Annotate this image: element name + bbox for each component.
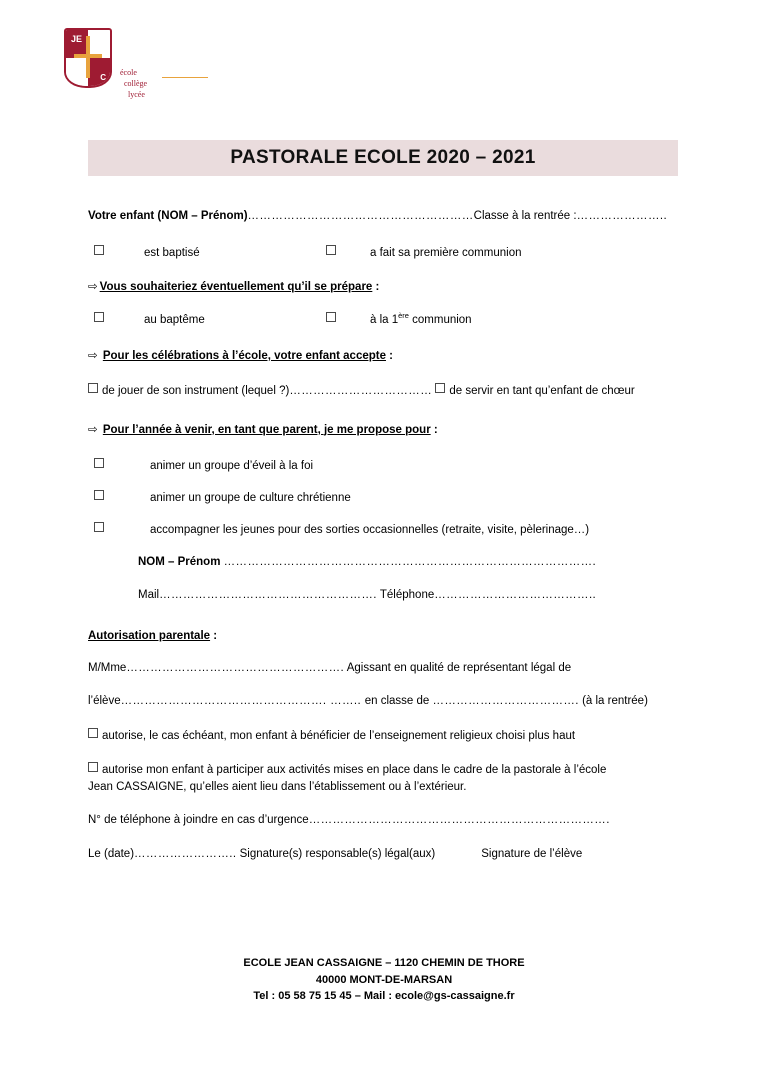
- label-sorties: accompagner les jeunes pour des sorties occasionnelles (retraite, visite, pèlerinage…): [150, 524, 590, 537]
- crest-icon: [64, 28, 112, 88]
- parent-name-line: [88, 554, 684, 571]
- checkbox-bapteme[interactable]: [88, 312, 144, 326]
- child-class-field[interactable]: …………………..: [576, 210, 668, 222]
- label-baptise: est baptisé: [144, 246, 200, 259]
- signature-line: [88, 846, 684, 863]
- checkbox-baptise[interactable]: [88, 245, 144, 259]
- label-choeur: de servir en tant qu’enfant de chœur: [449, 384, 635, 397]
- checkbox-enseignement-religieux[interactable]: [88, 728, 98, 738]
- section-prepare-heading: [88, 279, 684, 296]
- logo-word-ecole: école: [120, 68, 137, 77]
- emergency-phone-label: N° de téléphone à joindre en cas d’urgence: [88, 813, 309, 826]
- page-title: PASTORALE ECOLE 2020 – 2021: [230, 147, 536, 168]
- checkbox-premiere-communion[interactable]: [326, 245, 370, 259]
- label-bapteme: au baptême: [144, 314, 205, 327]
- section-prepare-colon: :: [372, 280, 380, 293]
- section-parent-colon: :: [430, 423, 438, 436]
- checkbox-sorties[interactable]: [88, 522, 150, 536]
- parent-name-label: NOM – Prénom: [138, 556, 221, 569]
- checkbox-eveil-foi[interactable]: [88, 458, 150, 472]
- checkbox-activites-pastorale[interactable]: [88, 762, 98, 772]
- authorization-title: Autorisation parentale: [88, 629, 211, 642]
- footer-line-city: 40000 MONT-DE-MARSAN: [315, 973, 453, 986]
- label-activites-pastorale-line2: Jean CASSAIGNE, qu’elles aient lieu dans l’établissement ou à l’extérieur.: [88, 780, 467, 793]
- baptism-status-row: [88, 245, 684, 259]
- date-field[interactable]: ……………………..: [134, 848, 237, 861]
- emergency-phone-field[interactable]: ………………………………………………………………….: [308, 813, 610, 826]
- parent-name-field[interactable]: ………………………………………………………………………………….: [223, 556, 597, 569]
- form-body: [88, 208, 684, 863]
- section-parent-title: Pour l’année à venir, en tant que parent, je me propose pour: [102, 423, 431, 436]
- parent-mail-label: Mail: [138, 588, 160, 601]
- celebrations-options-row: [88, 383, 684, 400]
- label-enseignement-religieux: autorise, le cas échéant, mon enfant à bénéficier de l’enseignement religieux choisi plus haut: [102, 729, 576, 742]
- logo-divider: [162, 77, 208, 78]
- crest-letters-bottom: C: [100, 73, 106, 82]
- logo-word-college: collège: [124, 78, 148, 88]
- consent-religious-education: [88, 728, 684, 745]
- arrow-right-icon: ⇨: [88, 280, 98, 293]
- logo-wordmark: [120, 68, 147, 100]
- student-field[interactable]: …………………………………………….: [120, 694, 327, 707]
- section-prepare-title: Vous souhaiteriez éventuellement qu’il se prépare: [99, 280, 373, 293]
- footer-line-contact: Tel : 05 58 75 15 45 – Mail : ecole@gs-cassaigne.fr: [253, 990, 515, 1002]
- authorization-heading: [88, 628, 684, 645]
- checkbox-culture-chretienne[interactable]: [88, 490, 150, 504]
- signature-responsable-label: Signature(s) responsable(s) légal(aux): [239, 848, 436, 861]
- parent-tel-label: Téléphone: [379, 588, 435, 601]
- document-title-banner: [88, 140, 678, 176]
- section-parent-heading: [88, 422, 684, 439]
- prepare-options-row: [88, 311, 684, 326]
- label-premiere-communion: a fait sa première communion: [370, 246, 522, 259]
- parent-tel-field[interactable]: …………………………………..: [434, 588, 597, 601]
- child-name-label: Votre enfant (NOM – Prénom): [88, 210, 248, 222]
- child-name-field[interactable]: …………………………………………………: [247, 210, 474, 222]
- student-field-2[interactable]: ……..: [326, 694, 365, 707]
- crest-letters-top: JE: [71, 34, 83, 44]
- parent-option-1: [88, 458, 684, 472]
- arrow-right-icon-3: ⇨: [88, 423, 98, 436]
- checkbox-instrument[interactable]: [88, 383, 98, 393]
- section-celebrations-heading: [88, 348, 684, 365]
- document-footer: [0, 955, 768, 1005]
- label-instrument: de jouer de son instrument (lequel ?): [102, 384, 290, 397]
- label-premiere-communion-prep: à la 1ère communion: [370, 311, 472, 327]
- child-class-label: Classe à la rentrée :: [473, 210, 577, 222]
- parent-option-3: [88, 522, 684, 536]
- date-label: Le (date): [88, 848, 135, 861]
- guardian-tail: Agissant en qualité de représentant légal de: [346, 662, 572, 675]
- label-activites-pastorale-line1: autorise mon enfant à participer aux activités mises en place dans le cadre de la pastorale à l’école: [102, 764, 607, 777]
- emergency-phone-line: [88, 812, 684, 829]
- student-class-label: en classe de: [364, 694, 433, 707]
- student-class-field[interactable]: ……………………………….: [432, 694, 579, 707]
- signature-eleve-label: Signature de l’élève: [481, 848, 583, 861]
- parent-mail-field[interactable]: ……………………………………………….: [159, 588, 377, 601]
- parent-contact-line: [88, 587, 684, 604]
- label-eveil-foi: animer un groupe d’éveil à la foi: [150, 460, 314, 473]
- parent-option-2: [88, 490, 684, 504]
- section-celebrations-title: Pour les célébrations à l’école, votre enfant accepte: [102, 350, 386, 363]
- guardian-field[interactable]: ……………………………………………….: [126, 662, 345, 675]
- checkbox-choeur[interactable]: [435, 383, 445, 393]
- student-line: [88, 693, 684, 710]
- child-identity-line: [88, 208, 684, 225]
- instrument-field[interactable]: ………………………………: [289, 384, 433, 397]
- arrow-right-icon-2: ⇨: [88, 350, 98, 363]
- footer-line-address: ECOLE JEAN CASSAIGNE – 1120 CHEMIN DE THORE: [243, 957, 525, 969]
- student-label: l’élève: [88, 694, 121, 707]
- student-class-tail: (à la rentrée): [578, 694, 648, 707]
- authorization-colon: :: [210, 629, 218, 642]
- consent-activities: [88, 762, 684, 795]
- logo-word-lycee: lycée: [128, 89, 145, 99]
- school-logo: [58, 28, 178, 108]
- section-celebrations-colon: :: [385, 350, 394, 363]
- guardian-line: [88, 660, 684, 677]
- label-culture-chretienne: animer un groupe de culture chrétienne: [150, 492, 351, 505]
- guardian-label: M/Mme: [88, 662, 127, 675]
- checkbox-premiere-communion-prep[interactable]: [326, 312, 370, 326]
